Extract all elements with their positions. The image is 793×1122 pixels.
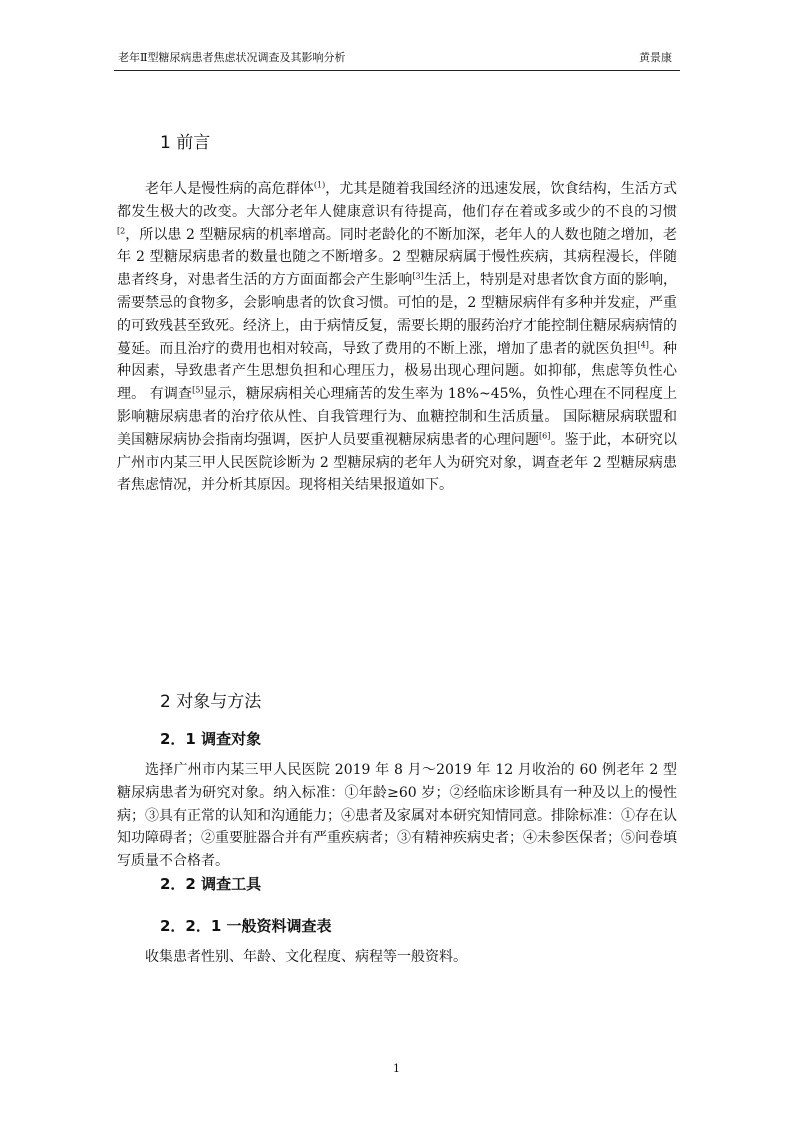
section-1-heading: 1 前言 (160, 133, 211, 153)
intro-text-part-5: 。种种因素，导致患者产生思想负担和心理压力，极易出现心理问题。如抑郁，焦虑等负性心理。 有调查 (117, 340, 678, 403)
intro-text (117, 178, 677, 497)
intro-text-part-4: 生活上，特别是对患者饮食方面的影响，需要禁忌的食物多，会影响患者的饮食习惯。可怕的是，2 型糖尿病伴有多种并发症，严重的可致残甚至致死。经济上，由于病情反复，需要长期的服药治疗才能控制住糖尿病病情的蔓延。而且治疗的费用也相对较高，导致了费用的不断上涨，增加了患者的就医负担 (117, 272, 678, 357)
intro-text-part-7: 。鉴于此，本研究以广州市内某三甲人民医院诊断为 2 型糖尿病的老年人为研究对象，调查老年 2 型糖尿病患者焦虑情况，并分析其原因。现将相关结果报道如下。 (117, 431, 678, 494)
header-author: 黄景康 (639, 51, 672, 64)
section-2-2-1-paragraph (117, 946, 677, 969)
header-title: 老年Ⅱ型糖尿病患者焦虑状况调查及其影响分析 (118, 51, 346, 64)
section-2-2-heading: 2．2 调查工具 (160, 875, 262, 893)
citation-2: [2 (117, 225, 126, 235)
citation-1: (1) (313, 180, 326, 190)
section-2-1-heading: 2．1 调查对象 (160, 730, 262, 748)
citation-4: [4] (637, 339, 649, 349)
page-number: 1 (393, 1062, 400, 1075)
citation-5: [5] (192, 385, 204, 395)
intro-text-part-6: 显示，糖尿病相关心理痛苦的发生率为 18%~45%，负性心理在不同程度上影响糖尿病患者的治疗依从性、自我管理行为、血糖控制和生活质量。 国际糖尿病联盟和美国糖尿病协会指南均强调，医护人员要重视糖尿病患者的心理问题 (117, 386, 678, 448)
intro-text-part-3: ，所以患 2 型糖尿病的机率增高。同时老龄化的不断加深，老年人的人数也随之增加，老年 2 型糖尿病患者的数量也随之不断增多。2 型糖尿病属于慢性疾病，其病程漫长，伴随患者终身，对患者生活的方方面面都会产生影响 (117, 226, 677, 289)
section-2-2-1-heading: 2．2．1 一般资料调查表 (160, 917, 332, 935)
subjects-text: 选择广州市内某三甲人民医院 2019 年 8 月～2019 年 12 月收治的 60 例老年 2 型糖尿病患者为研究对象。纳入标准：①年龄≥60 岁；②经临床诊断具有一种及以上的慢性病；③具有正常的认知和沟通能力；④患者及家属对本研究知情同意。排除标准：①存在认知功障碍者；②重要脏器合并有严重疾病者；③有精神疾病史者；④未参医保者；⑤问卷填写质量不合格者。 (117, 762, 677, 870)
page-header (0, 0, 793, 72)
general-info-text: 收集患者性别、年龄、文化程度、病程等一般资料。 (145, 949, 467, 965)
section-2-heading: 2 对象与方法 (160, 692, 262, 712)
section-2-1-paragraph (117, 759, 677, 873)
intro-text-part-1: 老年人是慢性病的高危群体 (145, 181, 314, 197)
section-1-paragraph (117, 178, 677, 497)
intro-text-part-2: ，尤其是随着我国经济的迅速发展，饮食结构，生活方式都发生极大的改变。大部分老年人健康意识有待提高，他们存在着或多或少的不良的习惯 (117, 181, 678, 220)
citation-3: [3] (412, 271, 424, 281)
header-rule (114, 70, 680, 71)
citation-6: [6] (539, 431, 551, 441)
